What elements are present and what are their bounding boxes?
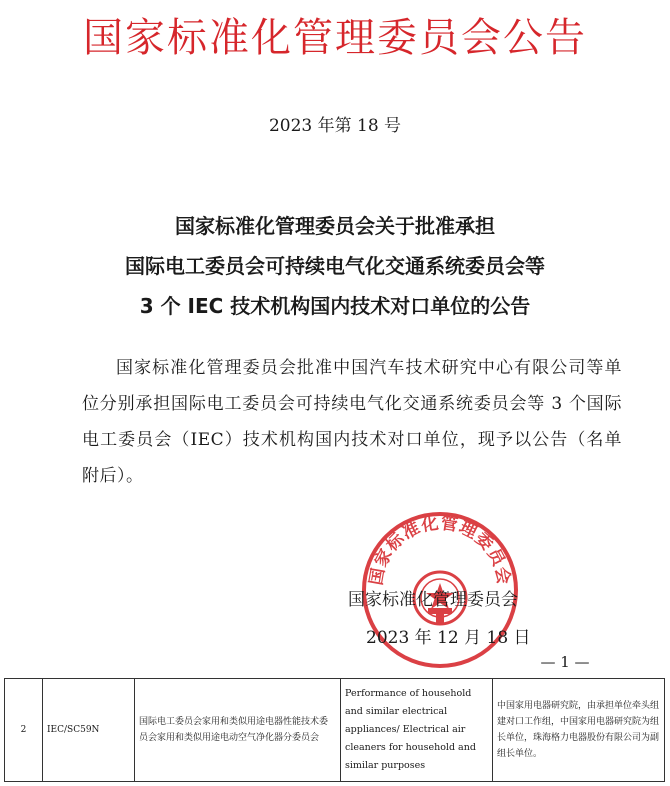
iec-code-cell: IEC/SC59N: [43, 679, 135, 782]
announcement-header-title: 国家标准化管理委员会公告: [83, 15, 587, 61]
document-title-line-1: 国家标准化管理委员会关于批准承担: [175, 214, 495, 238]
document-title-line-2: 国际电工委员会可持续电气化交通系统委员会等: [125, 254, 545, 278]
document-body: [82, 350, 622, 494]
document-title: [0, 206, 670, 326]
table-row: [5, 679, 665, 782]
issue-date: 2023 年 12 月 18 日: [366, 628, 531, 648]
appendix-table: [4, 678, 665, 782]
committee-name-en-cell: Performance of household and similar electrical appliances/ Electrical air cleaners for household and similar purposes: [341, 679, 493, 782]
undertaker-cell: 中国家用电器研究院，由承担单位牵头组建对口工作组，中国家用电器研究院为组长单位，珠海格力电器股份有限公司为副组长单位。: [493, 679, 665, 782]
body-paragraph: 国家标准化管理委员会批准中国汽车技术研究中心有限公司等单位分别承担国际电工委员会可持续电气化交通系统委员会等 3 个国际电工委员会（IEC）技术机构国内技术对口单位，现予以公告（名单附后）。: [82, 358, 622, 486]
committee-name-cn-cell: 国际电工委员会家用和类似用途电器性能技术委员会家用和类似用途电动空气净化器分委员会: [135, 679, 341, 782]
row-number-cell: 2: [5, 679, 43, 782]
document-title-line-3: 3 个 IEC 技术机构国内技术对口单位的公告: [139, 294, 531, 318]
page-number: — 1 —: [540, 653, 590, 671]
document-number: 2023 年第 18 号: [268, 116, 402, 136]
seal-text: 国家标准化管理委员会: [366, 513, 514, 587]
issuing-authority: 国家标准化管理委员会: [348, 590, 518, 610]
